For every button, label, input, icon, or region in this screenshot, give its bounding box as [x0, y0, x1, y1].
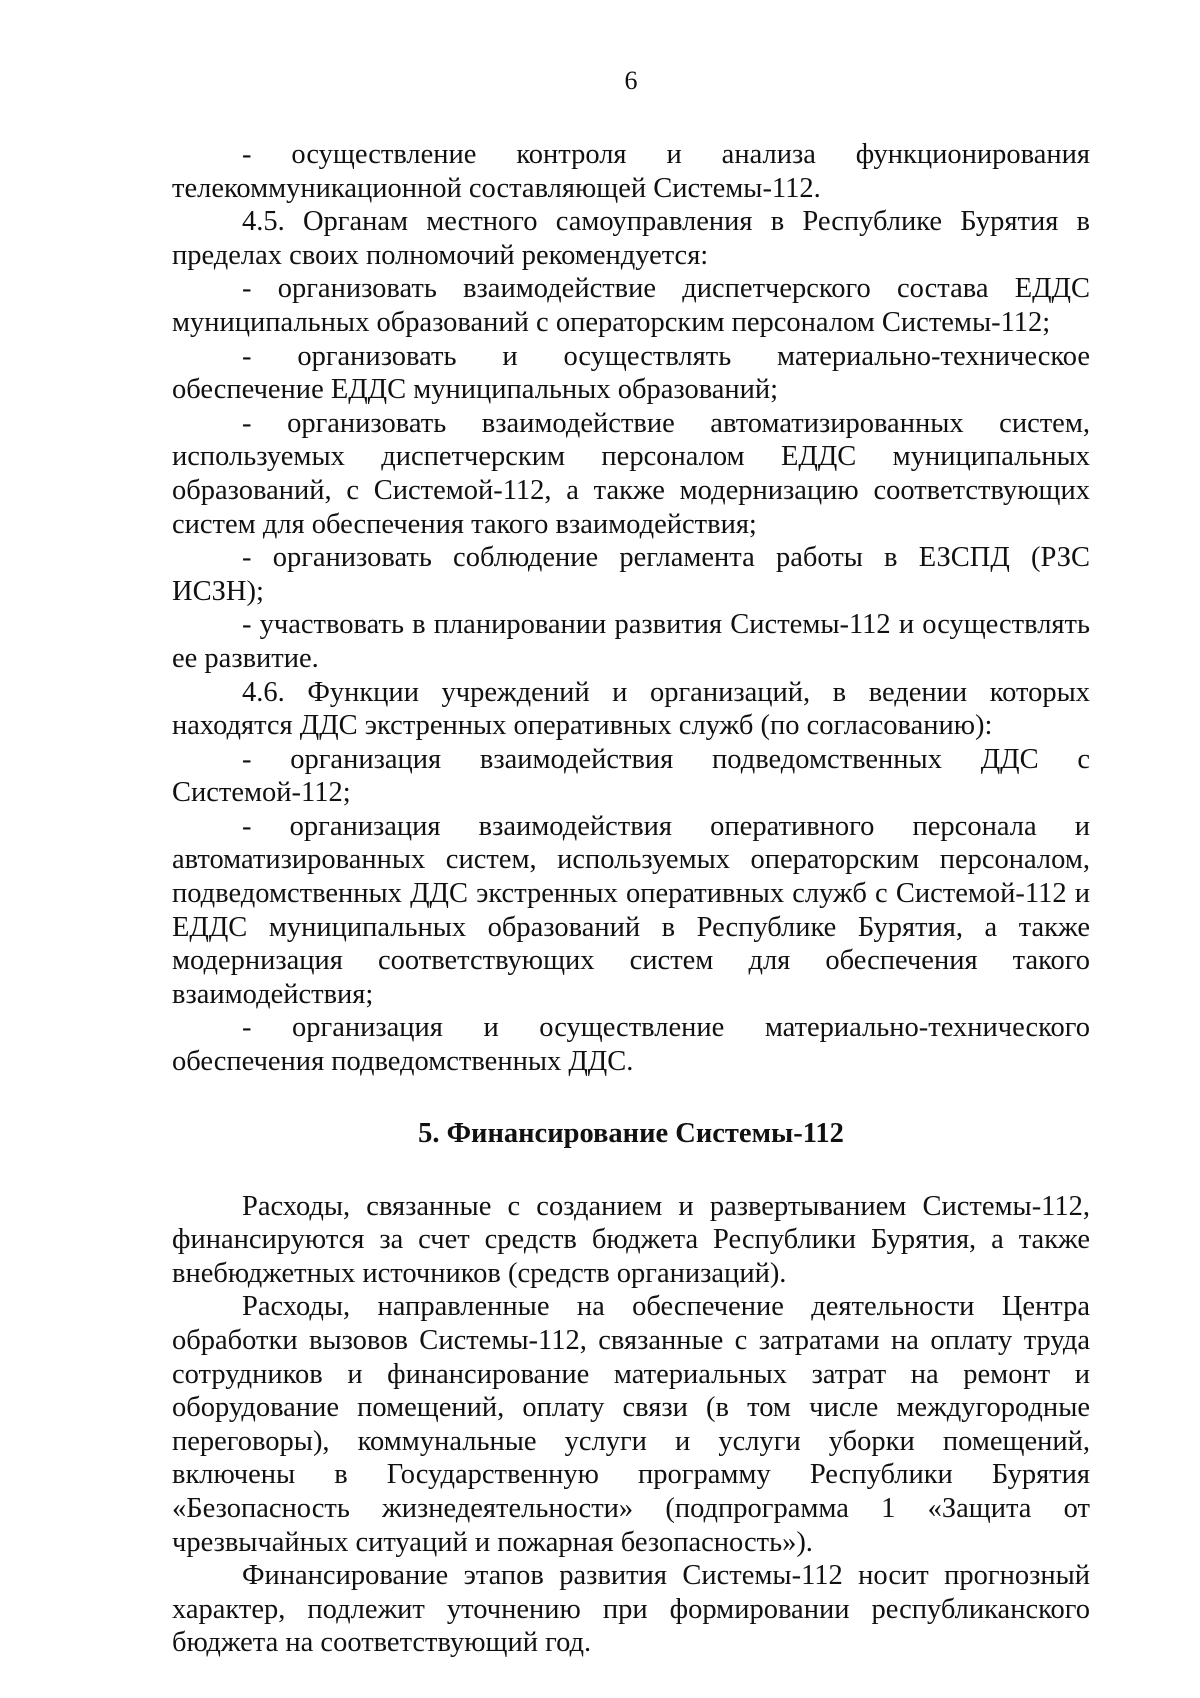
paragraph: 4.6. Функции учреждений и организаций, в ведении которых находятся ДДС экстренных оперативных служб (по согласованию): — [172, 676, 1090, 742]
paragraph: - организация взаимодействия оперативного персонала и автоматизированных систем, используемых операторским персоналом, подведомственных ДДС экстренных оперативных служб с Системой-112 и ЕДДС муниципальных образований в Республике Бурятия, а также модернизация соответствующих систем для обеспечения такого взаимодействия; — [172, 810, 1090, 1010]
paragraph: - участвовать в планировании развития Системы-112 и осуществлять ее развитие. — [172, 609, 1090, 674]
paragraph: - организовать взаимодействие диспетчерского состава ЕДДС муниципальных образований с операторским персоналом Системы-112; — [172, 273, 1090, 338]
paragraph: - организовать взаимодействие автоматизированных систем, используемых диспетчерским персоналом ЕДДС муниципальных образований, с Системой-112, а также модернизацию соответствующих систем для обеспечения такого взаимодействия; — [172, 407, 1090, 540]
paragraph: - осуществление контроля и анализа функционирования телекоммуникационной составляющей Системы-112. — [172, 139, 1090, 204]
paragraph: Расходы, связанные с созданием и развертыванием Системы-112, финансируются за счет средств бюджета Республики Бурятия, а также внебюджетных источников (средств организаций). — [172, 1190, 1090, 1289]
section-heading: 5. Финансирование Системы-112 — [418, 1117, 844, 1149]
paragraph: - организовать соблюдение регламента работы в ЕЗСПД (РЗС ИСЗН); — [172, 542, 1090, 607]
paragraph: Расходы, направленные на обеспечение деятельности Центра обработки вызовов Системы-112, связанные с затратами на оплату труда сотрудников и финансирование материальных затрат на ремонт и оборудование помещений, оплату связи (в том числе междугородные переговоры), коммунальные услуги и услуги уборки помещений, включены в Государственную программу Республики Бурятия «Безопасность жизнедеятельности» (подпрограмма 1 «Защита от чрезвычайных ситуаций и пожарная безопасность»). — [172, 1291, 1090, 1558]
paragraph: - организация взаимодействия подведомственных ДДС с Системой-112; — [172, 743, 1090, 809]
document-page — [172, 66, 1090, 1660]
paragraph: - организация и осуществление материально-технического обеспечения подведомственных ДДС. — [172, 1012, 1090, 1078]
paragraph: Финансирование этапов развития Системы-112 носит прогнозный характер, подлежит уточнению при формировании республиканского бюджета на соответствующий год. — [172, 1560, 1090, 1659]
paragraph: - организовать и осуществлять материально-техническое обеспечение ЕДДС муниципальных образований; — [172, 340, 1090, 406]
paragraph: 4.5. Органам местного самоуправления в Республике Бурятия в пределах своих полномочий рекомендуется: — [172, 206, 1090, 271]
page-number: 6 — [624, 66, 638, 95]
